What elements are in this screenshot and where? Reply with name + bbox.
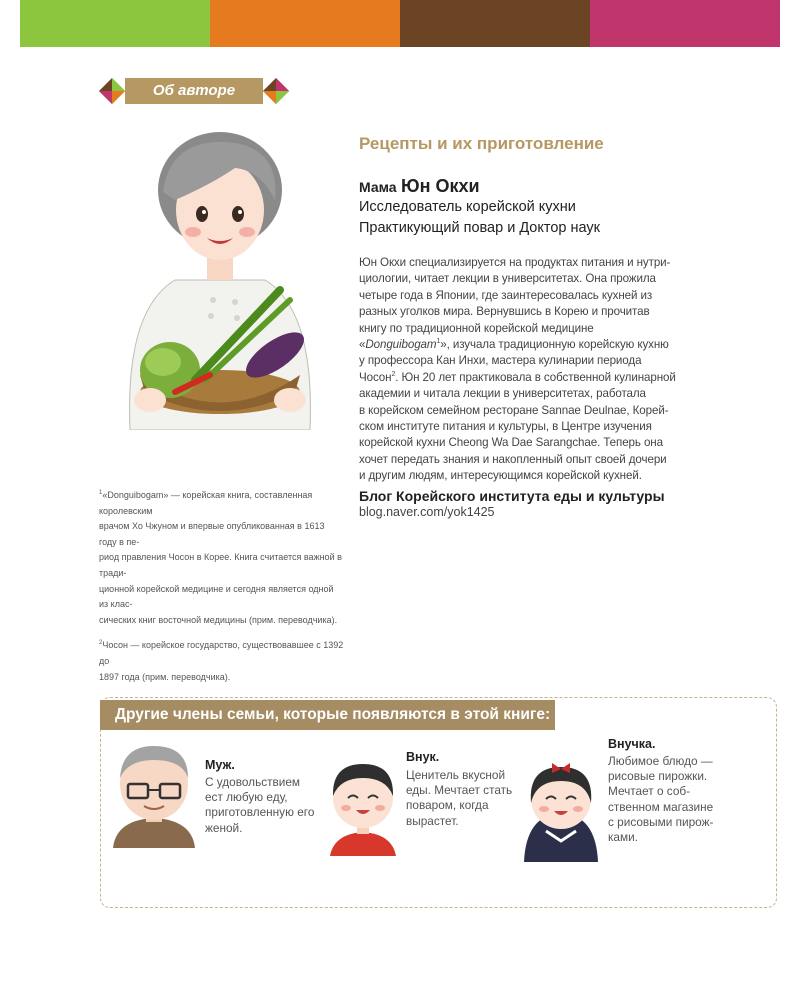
member-desc-line: Ценитель вкусной bbox=[406, 768, 506, 782]
author-role-chef: Практикующий повар и Доктор наук bbox=[359, 220, 601, 236]
footnote-line: ционной корейской медицине и сегодня является одной из клас- bbox=[99, 583, 334, 610]
bio-line-text: », изучала традиционную корейскую кухню bbox=[440, 338, 669, 352]
bio-line: разных уголков мира. Вернувшись в Корею и прочитав bbox=[359, 305, 650, 319]
blog-url-link[interactable]: blog.naver.com/yok1425 bbox=[359, 505, 495, 519]
footnote-line: Чосон — корейское государство, существовавшее с 1392 до bbox=[99, 640, 344, 666]
member-desc-line: с рисовыми пирож- bbox=[608, 814, 714, 829]
bio-line: циологии, читает лекции в университетах. Она прожила bbox=[359, 272, 656, 286]
about-author-tab bbox=[99, 78, 289, 104]
bio-line: четыре года в Японии, где заинтересовалась кухней из bbox=[359, 288, 653, 302]
footnote-line: 1897 года (прим. переводчика). bbox=[99, 671, 231, 682]
member-desc-line: вырастет. bbox=[406, 813, 459, 828]
bio-book-title: Donguibogam bbox=[365, 338, 437, 352]
recipes-heading: Рецепты и их приготовление bbox=[359, 134, 604, 153]
footnote-ref-2: 2 bbox=[391, 370, 396, 378]
mom-chef-illustration bbox=[115, 130, 325, 430]
member-desc-line: ственном магазине bbox=[608, 799, 714, 814]
bio-line: у профессора Кан Инхи, мастера кулинарии периода bbox=[359, 354, 642, 368]
granddaughter-illustration bbox=[522, 757, 600, 862]
author-name bbox=[359, 176, 480, 197]
member-desc-line: Мечтает о соб- bbox=[608, 784, 691, 799]
bio-line: ском институте питания и культуры, в Центре изучения bbox=[359, 420, 652, 434]
bio-line: хочет передать знания и накопленный опыт своей дочери bbox=[359, 452, 667, 466]
top-color-bar bbox=[20, 0, 780, 47]
footnote-mark: 1 bbox=[99, 490, 103, 496]
footnote-1 bbox=[99, 488, 344, 628]
member-desc-line: ками. bbox=[608, 830, 638, 845]
bio-line: академии и читала лекции в университетах, работала bbox=[359, 387, 646, 401]
member-desc-line: еды. Мечтает стать bbox=[406, 783, 513, 798]
bio-line: Юн Окхи специализируется на продуктах питания и нутри- bbox=[359, 256, 671, 269]
bio-line bbox=[359, 337, 679, 353]
member-desc bbox=[608, 754, 720, 845]
bio-line bbox=[359, 370, 679, 386]
bar-segment-brown bbox=[400, 0, 590, 47]
footnote-line: риод правления Чосон в Корее. Книга считается важной в тради- bbox=[99, 552, 342, 578]
member-desc-line: приготовленную его bbox=[205, 805, 315, 820]
bio-line: и другим людям, интересующимся корейской кухней. bbox=[359, 469, 642, 483]
author-role-researcher: Исследователь корейской кухни bbox=[359, 199, 576, 215]
bio-quote-open: « bbox=[359, 338, 366, 352]
bio-line-text: . Юн 20 лет практиковала в собственной кулинарной bbox=[395, 370, 676, 384]
about-author-label: Об авторе bbox=[152, 82, 236, 99]
footnote-line: сических книг восточной медицины (прим. переводчика). bbox=[99, 614, 338, 625]
member-desc-line: женой. bbox=[205, 820, 243, 835]
blog-title: Блог Корейского института еды и культуры bbox=[359, 488, 665, 504]
member-desc-line: ест любую еду, bbox=[205, 790, 288, 805]
member-desc-line: Любимое блюдо — bbox=[608, 754, 713, 768]
bar-segment-green bbox=[20, 0, 210, 47]
family-member-granddaughter bbox=[522, 737, 722, 862]
bio-line: книгу по традиционной корейской медицине bbox=[359, 321, 594, 335]
bar-segment-pink bbox=[590, 0, 780, 47]
member-desc bbox=[406, 768, 516, 829]
footnote-line: «Donguibogam» — корейская книга, составленная королевским bbox=[99, 490, 313, 516]
author-fullname: Юн Окхи bbox=[401, 176, 480, 196]
bio-joseon: Чосон bbox=[359, 370, 392, 384]
family-member-grandson bbox=[328, 750, 518, 860]
family-member-husband bbox=[108, 740, 338, 860]
author-prefix: Мама bbox=[359, 179, 397, 195]
bio-line: корейской кухни Cheong Wa Dae Sarangchae. Теперь она bbox=[359, 436, 663, 450]
grandson-illustration bbox=[328, 756, 398, 856]
bio-line: в корейском семейном ресторане Sannae Deulnae, Корей- bbox=[359, 403, 669, 417]
member-title: Внук. bbox=[406, 750, 440, 764]
member-desc-line: поваром, когда bbox=[406, 798, 489, 813]
author-bio bbox=[359, 255, 679, 485]
family-header: Другие члены семьи, которые появляются в этой книге: bbox=[100, 700, 555, 730]
member-desc-line: С удовольствием bbox=[205, 775, 301, 789]
member-title: Муж. bbox=[205, 758, 235, 772]
footnote-ref-1: 1 bbox=[436, 338, 441, 346]
footnote-2 bbox=[99, 638, 344, 685]
member-desc-line: рисовые пирожки. bbox=[608, 769, 708, 784]
husband-illustration bbox=[108, 740, 200, 848]
footnotes bbox=[99, 488, 344, 695]
bar-segment-orange bbox=[210, 0, 400, 47]
member-title: Внучка. bbox=[608, 737, 656, 751]
member-desc bbox=[205, 775, 335, 836]
footnote-mark: 2 bbox=[99, 640, 103, 647]
footnote-line: врачом Хо Чжуном и впервые опубликованная в 1613 году в пе- bbox=[99, 521, 325, 547]
